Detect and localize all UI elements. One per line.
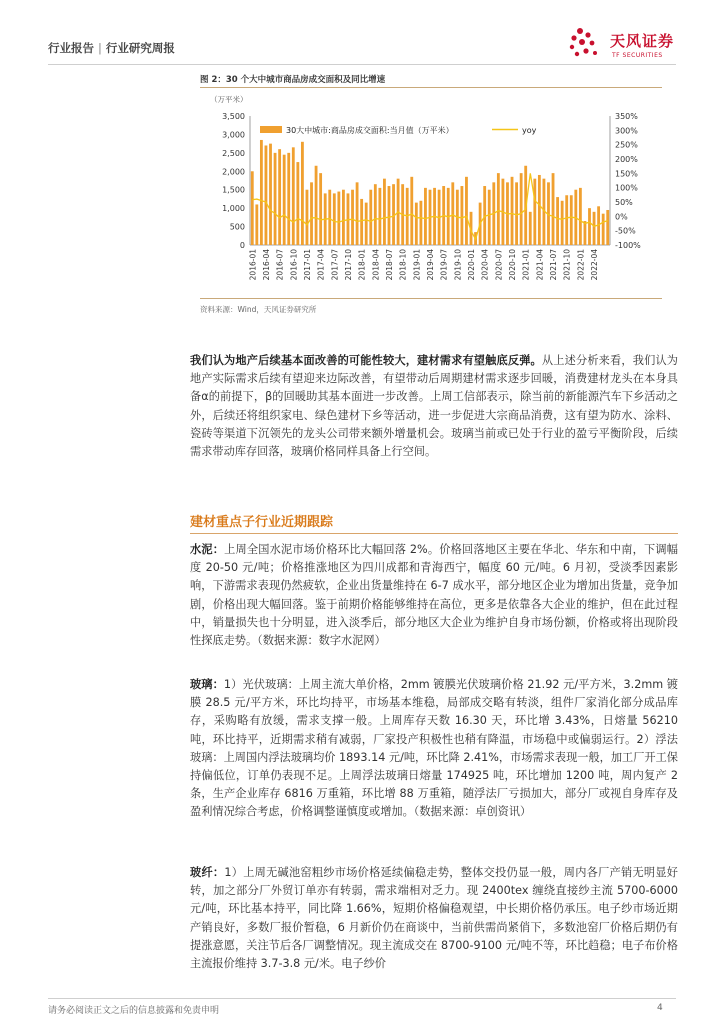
paragraph-fiberglass bbox=[190, 864, 678, 973]
y-left-tick-label: 3,500 bbox=[222, 112, 245, 121]
area-bar bbox=[269, 144, 272, 245]
x-tick-label: 2020-07 bbox=[494, 249, 504, 281]
figure-title: 图 2：30 个大中城市商品房成交面积及同比增速 bbox=[200, 75, 386, 85]
x-tick-label: 2019-10 bbox=[453, 249, 463, 281]
x-tick-label: 2018-07 bbox=[385, 249, 394, 281]
area-bar bbox=[497, 173, 500, 245]
area-bar bbox=[529, 212, 532, 245]
y-right-tick-label: 250% bbox=[615, 140, 638, 150]
y-left-tick-label: 3,000 bbox=[222, 130, 245, 140]
glass-label: 玻璃： bbox=[190, 678, 224, 691]
y-left-tick-label: 500 bbox=[229, 222, 245, 232]
area-bar bbox=[579, 188, 582, 245]
header-separator: | bbox=[98, 41, 102, 55]
area-bar bbox=[552, 173, 555, 245]
area-bar bbox=[310, 182, 313, 245]
y-left-tick-label: 2,000 bbox=[222, 167, 245, 177]
area-bar bbox=[383, 179, 386, 245]
area-bar bbox=[561, 201, 564, 245]
area-bar bbox=[374, 184, 377, 245]
paragraph-outlook bbox=[190, 352, 678, 461]
area-bar bbox=[260, 140, 263, 245]
y-left-tick-label: 2,500 bbox=[222, 148, 245, 158]
area-bar bbox=[315, 166, 318, 245]
paragraph-glass bbox=[190, 676, 678, 822]
area-bar bbox=[584, 221, 587, 245]
area-bar bbox=[301, 142, 304, 245]
x-tick-label: 2020-10 bbox=[508, 249, 517, 281]
fiberglass-body: 1）上周无碱池窑粗纱市场价格延续偏稳走势，整体交投仍显一般，周内各厂产销无明显好转，加之部分厂外贸订单亦有转弱，需求端相对乏力。现 2400tex 缠绕直接纱主流 5700-6000 元/吨，环比基本持平，同比降 1.66%，短期价格偏稳观望，中长期价格仍承压。电子纱市场近期产销良好，多数厂报价暂稳，6 月新价仍在商谈中，当前供需尚紧俏下，多数池窑厂价格后期仍有提涨意愿，关注节后各厂调整情况。现主流成交在 8700-9100 元/吨不等，环比趋稳；电子布价格主流报价维持 3.7-3.8 元/米。电子纱价 bbox=[190, 866, 678, 971]
x-tick-label: 2016-07 bbox=[275, 249, 285, 281]
y-right-tick-label: 100% bbox=[615, 183, 638, 193]
area-bar bbox=[419, 201, 422, 245]
fiberglass-label: 玻纤： bbox=[190, 866, 225, 879]
area-bar bbox=[593, 212, 596, 245]
figure-source: 资料来源：Wind，天风证券研究所 bbox=[200, 305, 317, 314]
y-right-tick-label: 200% bbox=[615, 155, 638, 164]
y-right-tick-label: 350% bbox=[615, 112, 638, 121]
area-bar bbox=[365, 203, 368, 245]
paragraph-outlook-body: 从上述分析来看，我们认为地产实际需求后续有望迎来边际改善，有望带动后周期建材需求逐步回暖，消费建材龙头在本身具备α的前提下，β的回暖助其基本面进一步改善。上周工信部表示，除当前的新能源汽车下乡活动之外，后续还将组织家电、绿色建材下乡等活动，进一步促进大宗商品消费，这有望为防水、涂料、瓷砖等渠道下沉领先的龙头公司带来额外增量机会。玻璃当前或已处于行业的盈亏平衡阶段，后续需求带动库存回落，玻璃价格同样具备上行空间。 bbox=[190, 354, 678, 459]
x-tick-label: 2017-04 bbox=[316, 249, 326, 281]
area-bar bbox=[255, 204, 258, 245]
logo-mark-icon bbox=[566, 25, 606, 61]
y-right-tick-label: 50% bbox=[615, 198, 633, 207]
x-tick-label: 2016-10 bbox=[289, 249, 299, 281]
area-bar bbox=[606, 210, 609, 245]
area-bar bbox=[292, 147, 295, 245]
area-bar bbox=[369, 190, 372, 245]
report-type: 行业研究周报 bbox=[105, 41, 175, 55]
area-bar bbox=[342, 190, 345, 245]
area-bar bbox=[488, 190, 491, 245]
paragraph-cement bbox=[190, 541, 678, 650]
x-tick-label: 2016-01 bbox=[248, 249, 258, 281]
area-bar bbox=[251, 171, 254, 245]
area-bar bbox=[337, 192, 340, 245]
y-left-tick-label: 1,000 bbox=[222, 204, 245, 214]
doc-type: 行业报告 bbox=[48, 41, 94, 55]
x-tick-label: 2021-10 bbox=[562, 249, 572, 281]
y-right-tick-label: -50% bbox=[615, 226, 636, 236]
area-bar bbox=[278, 149, 281, 245]
y-left-tick-label: 0 bbox=[239, 241, 245, 250]
x-tick-label: 2020-01 bbox=[467, 249, 476, 281]
x-tick-label: 2021-07 bbox=[549, 249, 558, 281]
area-bar bbox=[333, 193, 336, 245]
area-bar bbox=[410, 177, 413, 245]
area-bar bbox=[319, 173, 322, 245]
x-tick-label: 2019-04 bbox=[426, 249, 435, 281]
x-tick-label: 2018-01 bbox=[357, 249, 367, 281]
x-tick-label: 2019-07 bbox=[439, 249, 449, 281]
area-bar bbox=[511, 177, 514, 245]
area-bar bbox=[296, 162, 299, 245]
y-right-tick-label: -100% bbox=[615, 241, 641, 250]
x-tick-label: 2018-10 bbox=[398, 249, 408, 281]
area-bar bbox=[602, 214, 605, 245]
area-yoy-chart bbox=[200, 88, 662, 298]
x-tick-label: 2017-10 bbox=[344, 249, 353, 281]
section-title: 建材重点子行业近期跟踪 bbox=[190, 515, 334, 530]
area-bar bbox=[265, 145, 268, 245]
y-right-tick-label: 0% bbox=[615, 212, 628, 222]
area-bar bbox=[360, 199, 363, 245]
page-number: 4 bbox=[657, 1003, 663, 1013]
footer-divider bbox=[48, 998, 676, 999]
area-bar bbox=[538, 175, 541, 245]
cement-body: 上周全国水泥市场价格环比大幅回落 2%。价格回落地区主要在华北、华东和中南，下调幅度 20-50 元/吨；价格推涨地区为四川成都和青海西宁，幅度 60 元/吨。6 月初，受淡季因素影响，下游需求表现仍然疲软，企业出货量维持在 6-7 成水平，部分地区企业为增加出货量，竞争加剧，价格出现大幅回落。鉴于前期价格能够维持在高位，更多是依靠各大企业的维护，但在此过程中，销量损失也十分明显，进入淡季后，部分地区大企业为维护自身市场份额，价格或将出现阶段性探底走势。（数据来源：数字水泥网） bbox=[190, 543, 678, 648]
area-bar bbox=[388, 186, 391, 245]
cement-label: 水泥： bbox=[190, 543, 225, 556]
company-logo bbox=[566, 25, 696, 65]
area-bar bbox=[556, 197, 559, 245]
area-bar bbox=[378, 188, 381, 245]
area-bar bbox=[465, 177, 468, 245]
area-bar bbox=[283, 155, 286, 245]
legend-bar-label: 30大中城市:商品房成交面积:当月值（万平米） bbox=[286, 126, 454, 135]
y-right-tick-label: 300% bbox=[615, 126, 638, 136]
area-bar bbox=[351, 190, 354, 245]
legend-bar-swatch bbox=[260, 126, 282, 133]
figure-bottom-rule bbox=[200, 298, 662, 299]
x-tick-label: 2020-04 bbox=[480, 249, 490, 281]
x-tick-label: 2018-04 bbox=[371, 249, 381, 281]
x-tick-label: 2022-04 bbox=[590, 249, 600, 281]
legend-line-label: yoy bbox=[522, 126, 537, 135]
area-bar bbox=[533, 179, 536, 245]
footer-disclaimer: 请务必阅读正文之后的信息披露和免责申明 bbox=[48, 1006, 220, 1016]
y-right-tick-label: 150% bbox=[615, 169, 638, 179]
area-bar bbox=[287, 153, 290, 245]
chart-unit-label: （万平米） bbox=[210, 95, 248, 104]
area-bar bbox=[520, 173, 523, 245]
x-tick-label: 2022-01 bbox=[576, 249, 586, 281]
x-tick-label: 2016-04 bbox=[261, 249, 271, 281]
header-divider bbox=[48, 64, 676, 65]
x-tick-label: 2017-01 bbox=[303, 249, 312, 281]
glass-body: 1）光伏玻璃：上周主流大单价格，2mm 镀膜光伏玻璃价格 21.92 元/平方米，3.2mm 镀膜 28.5 元/平方米，环比均持平，市场基本维稳，局部成交略有转淡，组件厂家消化部分成品库存，采购略有放缓，需求支撑一般。上周库存天数 16.30 天，环比增 3.43%，日熔量 56210 吨，环比持平，近期需求稍有减弱，厂家投产积极性也稍有降温，市场稳中或偏弱运行。2）浮法玻璃：上周国内浮法玻璃均价 1893.14 元/吨，环比降 2.41%，市场需求表现一般，加工厂开工保持偏低位，订单仍表现不足。上周浮法玻璃日熔量 174925 吨，环比增加 1200 吨，周内复产 2 条，生产企业库存 6816 万重箱，环比增 88 万重箱，随浮法厂亏损加大，部分厂或视自身库存及盈利情况综合考虑，价格调整谨慎度或增加。（数据来源：卓创资讯） bbox=[190, 678, 678, 819]
y-left-tick-label: 1,500 bbox=[222, 185, 245, 195]
area-bar bbox=[570, 195, 573, 245]
area-bar bbox=[565, 195, 568, 245]
x-tick-label: 2017-07 bbox=[330, 249, 340, 281]
area-bar bbox=[460, 186, 463, 245]
x-tick-label: 2019-01 bbox=[412, 249, 422, 281]
area-bar bbox=[356, 182, 359, 245]
section-divider bbox=[190, 533, 678, 534]
x-tick-label: 2021-01 bbox=[521, 249, 531, 281]
logo-text-en: TF SECURITIES bbox=[612, 52, 663, 59]
area-bar bbox=[328, 190, 331, 245]
area-bar bbox=[588, 208, 591, 245]
paragraph-outlook-lead: 我们认为地产后续基本面改善的可能性较大，建材需求有望触底反弹。 bbox=[190, 354, 542, 367]
logo-text-cn: 天风证券 bbox=[610, 32, 675, 50]
area-bar bbox=[306, 190, 309, 245]
area-bar bbox=[415, 203, 418, 245]
header-breadcrumb bbox=[48, 40, 175, 56]
area-bar bbox=[515, 182, 518, 245]
area-bar bbox=[274, 153, 277, 245]
area-bar bbox=[424, 188, 427, 245]
area-bar bbox=[451, 182, 454, 245]
x-tick-label: 2021-04 bbox=[535, 249, 545, 281]
